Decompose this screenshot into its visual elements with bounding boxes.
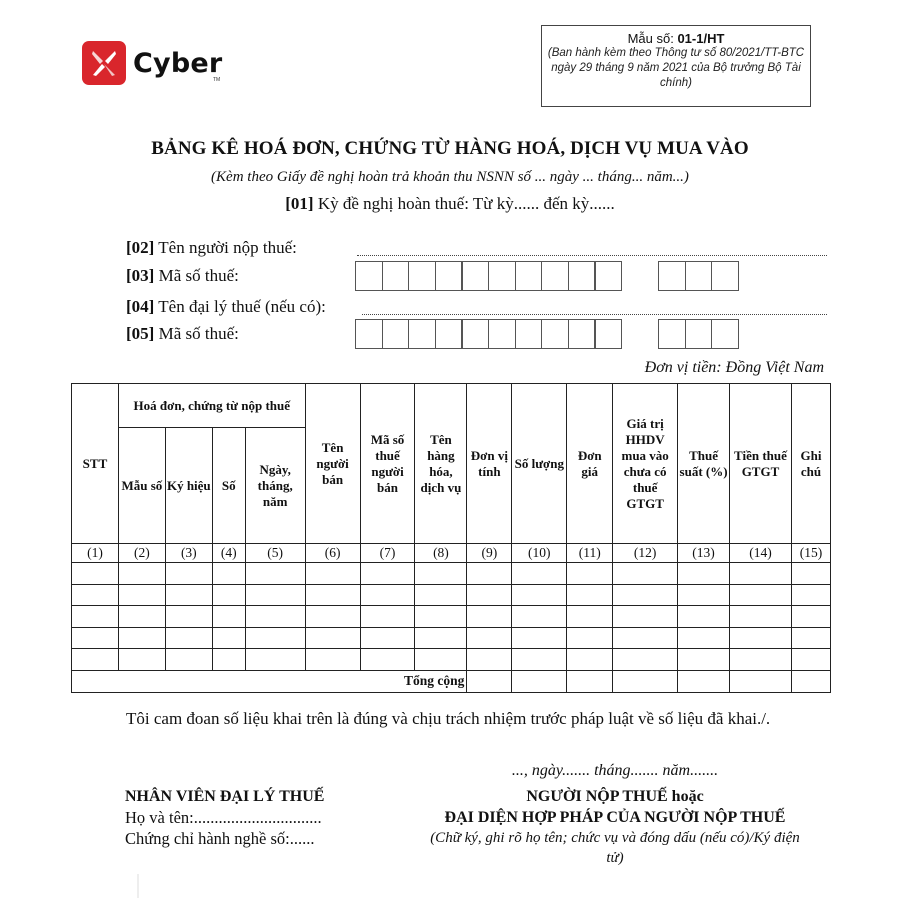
col-header-seller-name: Tên người bán [305,384,360,544]
col-group-header-invoice: Hoá đơn, chứng từ nộp thuế [118,384,305,428]
col-header-stt: STT [72,384,119,544]
tax-agent-role: NHÂN VIÊN ĐẠI LÝ THUẾ [125,788,325,805]
tax-code-digit-box[interactable] [594,261,622,291]
page-subtitle: (Kèm theo Giấy đề nghị hoàn trả khoản thu NSNN số ... ngày ... tháng... năm...) [211,169,689,185]
tax-code-digit-box[interactable] [568,261,596,291]
col-header-unit-price: Đơn giá [567,384,613,544]
branch-code-digit-box[interactable] [711,261,739,291]
tax-agent-name-line[interactable]: Họ và tên:............................... [125,808,322,827]
tax-agent-branch-code-boxes[interactable] [658,319,738,349]
branch-code-digit-box[interactable] [658,319,686,349]
taxpayer-name-field[interactable] [357,255,827,256]
tax-agent-tax-code-boxes[interactable] [355,319,621,349]
col-header-form-no: Mẫu số [118,428,165,544]
tax-agent-signature-block [125,786,324,849]
tax-code-digit-box[interactable] [382,319,410,349]
col-header-value-before-vat: Giá trị HHDV mua vào chưa có thuế GTGT [613,384,678,544]
tax-code-digit-box[interactable] [488,319,516,349]
form-code-note: (Ban hành kèm theo Thông tư số 80/2021/TT-BTC ngày 29 tháng 9 năm 2021 của Bộ trưởng Bộ Tài chính) [547,47,805,89]
tax-agent-tax-code-label: [05] Mã số thuế: [126,324,239,343]
page-title: BẢNG KÊ HOÁ ĐƠN, CHỨNG TỪ HÀNG HOÁ, DỊCH VỤ MUA VÀO [151,138,749,159]
col-header-date: Ngày, tháng, năm [245,428,305,544]
tax-code-digit-box[interactable] [408,319,436,349]
branch-code-digit-box[interactable] [658,261,686,291]
taxpayer-role-line2: ĐẠI DIỆN HỢP PHÁP CỦA NGƯỜI NỘP THUẾ [444,809,786,826]
taxpayer-tax-code-boxes[interactable] [355,261,621,291]
column-number-row: (1) (2) (3) (4) (5) (6) (7) (8) (9) (10) (11) (12) (13) (14) (15) [72,544,831,563]
table-row [72,649,831,671]
tax-code-digit-box[interactable] [435,261,463,291]
table-row [72,606,831,628]
tax-code-digit-box[interactable] [355,319,383,349]
col-header-number: Số [212,428,245,544]
commitment-statement: Tôi cam đoan số liệu khai trên là đúng và chịu trách nhiệm trước pháp luật về số liệu đã khai./. [126,709,771,728]
table-row [72,627,831,649]
scan-artifact [137,874,139,898]
tax-code-digit-box[interactable] [594,319,622,349]
currency-unit: Đơn vị tiền: Đồng Việt Nam [644,359,824,376]
tax-agent-name-label: [04] Tên đại lý thuế (nếu có): [126,297,326,316]
total-row [72,670,831,692]
branch-code-digit-box[interactable] [711,319,739,349]
taxpayer-role-line1: NGƯỜI NỘP THUẾ hoặc [526,788,704,805]
total-label: Tổng cộng [72,670,467,692]
refund-period: [01] Kỳ đề nghị hoàn thuế: Từ kỳ...... đến kỳ...... [285,194,615,213]
tax-code-digit-box[interactable] [461,319,489,349]
col-header-goods-name: Tên hàng hóa, dịch vụ [415,384,467,544]
cyber-logo-icon [82,41,126,85]
tax-agent-name-field[interactable] [362,314,827,315]
col-header-note: Ghi chú [791,384,830,544]
tax-code-digit-box[interactable] [515,261,543,291]
col-header-vat-amount: Tiền thuế GTGT [730,384,792,544]
invoice-table [71,383,831,693]
col-header-seller-tax-code: Mã số thuế người bán [360,384,415,544]
tax-code-digit-box[interactable] [515,319,543,349]
tax-code-digit-box[interactable] [541,319,569,349]
tax-code-digit-box[interactable] [382,261,410,291]
trademark-mark: TM [213,77,221,83]
tax-code-digit-box[interactable] [568,319,596,349]
col-header-tax-rate: Thuế suất (%) [678,384,730,544]
branch-code-digit-box[interactable] [685,261,713,291]
tax-code-digit-box[interactable] [435,319,463,349]
brand-name: Cyber [133,47,223,79]
col-header-unit: Đơn vị tính [467,384,512,544]
signature-note: (Chữ ký, ghi rõ họ tên; chức vụ và đóng dấu (nếu có)/Ký điện tử) [430,830,800,866]
table-row [72,584,831,606]
taxpayer-name-label: [02] Tên người nộp thuế: [126,238,297,257]
form-code-box [541,25,811,107]
taxpayer-tax-code-label: [03] Mã số thuế: [126,266,239,285]
tax-agent-cert-line[interactable]: Chứng chỉ hành nghề số:...... [125,829,315,848]
signature-date-line[interactable]: ..., ngày....... tháng....... năm....... [511,762,719,779]
col-header-quantity: Số lượng [512,384,567,544]
col-header-symbol: Ký hiệu [165,428,212,544]
taxpayer-signature-block [400,786,830,868]
tax-code-digit-box[interactable] [488,261,516,291]
tax-code-digit-box[interactable] [541,261,569,291]
branch-code-digit-box[interactable] [685,319,713,349]
taxpayer-branch-code-boxes[interactable] [658,261,738,291]
tax-code-digit-box[interactable] [408,261,436,291]
cyber-logo [82,41,222,85]
tax-code-digit-box[interactable] [355,261,383,291]
table-row [72,563,831,585]
form-code: Mẫu số: 01-1/HT [627,31,725,46]
tax-code-digit-box[interactable] [461,261,489,291]
